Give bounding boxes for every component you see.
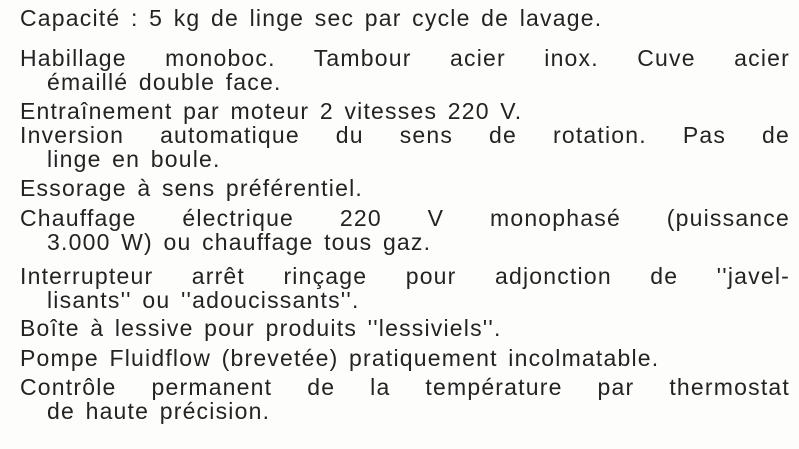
spec-line: Capacité : 5 kg de linge sec par cycle de lavage. — [20, 5, 603, 31]
spec-line: Contrôle permanent de la température par thermostat — [20, 374, 790, 400]
spec-line-continuation: de haute précision. — [47, 398, 271, 424]
spec-line: Inversion automatique du sens de rotation. Pas de — [20, 122, 790, 148]
spec-line-continuation: linge en boule. — [47, 146, 221, 172]
spec-item-pump — [20, 346, 790, 370]
spec-line: Boîte à lessive pour produits ''lessiviels''. — [20, 315, 502, 341]
spec-line-continuation: lisants'' ou ''adoucissants''. — [47, 287, 360, 313]
spec-line: Chauffage électrique 220 V monophasé (puissance — [20, 205, 790, 231]
spec-item-cabinet — [20, 46, 790, 94]
spec-item-capacity — [20, 6, 790, 30]
spec-line-continuation: 3.000 W) ou chauffage tous gaz. — [47, 229, 432, 255]
spec-line: Entraînement par moteur 2 vitesses 220 V. — [20, 98, 523, 124]
spec-item-spin — [20, 176, 790, 200]
spec-item-thermostat — [20, 375, 790, 423]
spec-item-heating — [20, 206, 790, 254]
spec-line-continuation: émaillé double face. — [47, 69, 282, 95]
spec-line: Pompe Fluidflow (brevetée) pratiquement incolmatable. — [20, 345, 660, 371]
spec-line: Interrupteur arrêt rinçage pour adjonction de ''javel- — [20, 263, 790, 289]
spec-item-rotation — [20, 123, 790, 171]
spec-line: Habillage monoboc. Tambour acier inox. Cuve acier — [20, 45, 790, 71]
spec-item-motor — [20, 99, 790, 123]
spec-line: Essorage à sens préférentiel. — [20, 175, 363, 201]
spec-item-rinse-switch — [20, 264, 790, 312]
spec-item-detergent-box — [20, 316, 790, 340]
